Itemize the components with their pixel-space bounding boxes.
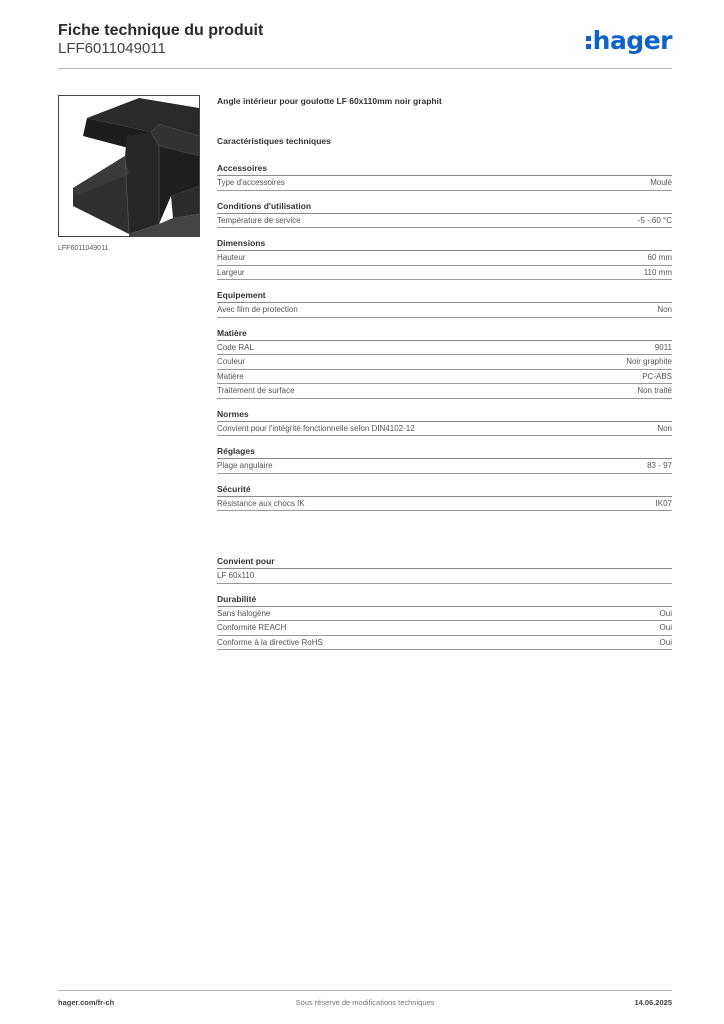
spec-row — [217, 370, 672, 385]
spec-row — [217, 214, 672, 229]
page-header — [58, 20, 672, 70]
spec-label: Conforme à la directive RoHS — [217, 637, 323, 647]
tech-section-title: Caractéristiques techniques — [217, 136, 331, 146]
spec-group — [217, 445, 672, 474]
spec-label: Traitement de surface — [217, 386, 295, 395]
spec-group-title: Equipement — [217, 289, 672, 303]
spec-groups-secondary — [217, 555, 672, 650]
spec-group-title: Sécurité — [217, 483, 672, 497]
spec-value: 9011 — [654, 342, 672, 352]
header-divider — [58, 68, 672, 69]
footer-notice: Sous réserve de modifications techniques — [295, 998, 435, 1007]
spec-row — [217, 266, 672, 281]
spec-row — [217, 176, 672, 191]
spec-row — [217, 607, 672, 622]
spec-group — [217, 237, 672, 280]
spec-groups — [217, 162, 672, 511]
spec-value: Noir graphite — [626, 357, 672, 366]
spec-value: IK07 — [655, 498, 672, 508]
spec-content — [217, 96, 672, 659]
footer-divider — [58, 990, 672, 991]
spec-group-title: Matière — [217, 327, 672, 341]
spec-value: -5 - 60 °C — [637, 215, 672, 225]
spec-label: Plage angulaire — [217, 461, 273, 470]
spec-label: Matière — [217, 371, 244, 381]
spec-group-title: Accessoires — [217, 162, 672, 176]
spec-value: 83 - 97 — [647, 461, 672, 470]
spec-group — [217, 593, 672, 651]
spec-label: Hauteur — [217, 253, 246, 262]
section-spacer — [217, 520, 672, 555]
spec-label: Convient pour l'intégrité fonctionnelle selon DIN4102-12 — [217, 423, 415, 433]
logo-text: hager — [592, 25, 672, 55]
footer-website[interactable]: hager.com/fr-ch — [58, 998, 115, 1007]
spec-label: Type d'accessoires — [217, 178, 285, 187]
spec-row — [217, 569, 672, 584]
spec-value: Oui — [659, 623, 672, 632]
spec-row — [217, 303, 672, 318]
logo-dots-icon — [586, 36, 591, 49]
spec-value: 60 mm — [647, 253, 672, 262]
spec-group-title: Convient pour — [217, 555, 672, 569]
spec-label: Avec film de protection — [217, 305, 298, 314]
product-image — [58, 95, 200, 237]
footer-date: 14.06.2025 — [634, 998, 672, 1007]
spec-row — [217, 459, 672, 474]
spec-row — [217, 621, 672, 636]
spec-group — [217, 200, 672, 229]
spec-value: Non — [657, 423, 672, 433]
spec-label: Résistance aux chocs IK — [217, 498, 305, 508]
spec-group-title: Durabilité — [217, 593, 672, 607]
spec-row — [217, 251, 672, 266]
spec-value: Non traité — [637, 386, 672, 395]
spec-row — [217, 497, 672, 512]
spec-group-title: Réglages — [217, 445, 672, 459]
spec-value: PC-ABS — [642, 371, 672, 381]
product-photo-icon — [59, 96, 199, 236]
spec-label: Conformité REACH — [217, 623, 287, 632]
spec-group-title: Dimensions — [217, 237, 672, 251]
product-name: Angle intérieur pour goulotte LF 60x110mm noir graphit — [217, 96, 442, 106]
image-caption: LFF6011049011 — [58, 245, 109, 252]
spec-group — [217, 162, 672, 191]
spec-value: Non — [657, 305, 672, 314]
spec-label: Largeur — [217, 267, 245, 277]
spec-row — [217, 636, 672, 651]
spec-group-title: Normes — [217, 408, 672, 422]
spec-row — [217, 422, 672, 437]
spec-label: Couleur — [217, 357, 246, 366]
spec-row — [217, 355, 672, 370]
spec-row — [217, 384, 672, 399]
spec-label: LF 60x110 — [217, 571, 255, 580]
spec-value: Moulé — [650, 178, 672, 187]
spec-label: Température de service — [217, 215, 301, 225]
spec-group — [217, 483, 672, 512]
spec-group — [217, 289, 672, 318]
spec-group — [217, 327, 672, 399]
product-reference: LFF6011049011 — [58, 40, 166, 57]
spec-group — [217, 555, 672, 584]
spec-group-title: Conditions d'utilisation — [217, 200, 672, 214]
spec-label: Sans halogène — [217, 608, 271, 618]
spec-value: Oui — [659, 608, 672, 618]
spec-group — [217, 408, 672, 437]
spec-row — [217, 341, 672, 356]
spec-label: Code RAL — [217, 342, 254, 352]
page-title: Fiche technique du produit — [58, 22, 264, 39]
spec-value: Oui — [659, 637, 672, 647]
hager-logo — [586, 26, 672, 54]
spec-value: 110 mm — [643, 267, 672, 277]
